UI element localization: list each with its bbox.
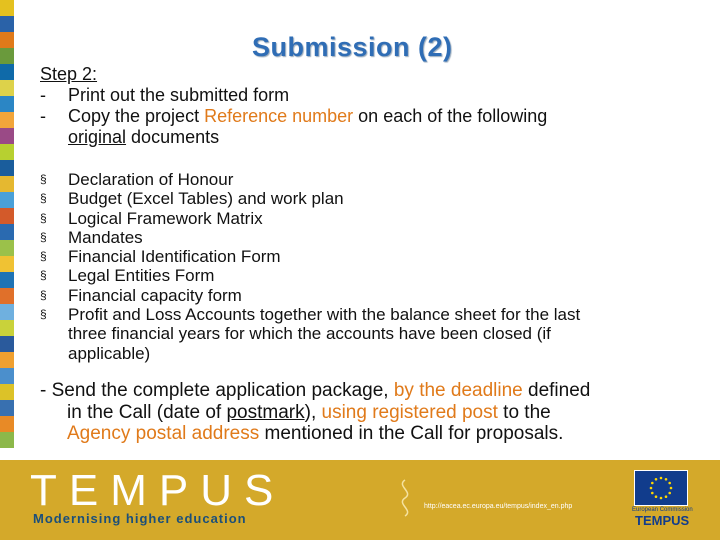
- strip-block: [0, 128, 14, 144]
- list-item-text: Profit and Loss Accounts together with the balance sheet for the last: [68, 305, 581, 325]
- strip-block: [0, 384, 14, 400]
- document-list: [40, 170, 690, 363]
- bullet-square-icon: §: [40, 268, 47, 283]
- list-item-text: Financial capacity form: [68, 285, 242, 305]
- bullet-square-icon: §: [40, 210, 47, 225]
- dash-marker: -: [40, 85, 46, 105]
- step-2-section: [40, 64, 547, 148]
- bullet-square-icon: §: [40, 249, 47, 264]
- postmark-underlined: postmark: [226, 401, 305, 423]
- dash-marker: -: [40, 106, 46, 126]
- strip-block: [0, 48, 14, 64]
- list-item: [40, 305, 690, 324]
- list-item-text: Logical Framework Matrix: [68, 208, 263, 228]
- list-item: [40, 170, 690, 189]
- tagline: Modernising higher education: [33, 511, 247, 526]
- list-item-text: three financial years for which the accounts have been closed (if: [68, 324, 551, 344]
- strip-block: [0, 352, 14, 368]
- bullet-square-icon: §: [40, 229, 47, 244]
- list-item-text: Declaration of Honour: [68, 170, 234, 189]
- strip-block: [0, 224, 14, 240]
- registered-post-highlight: using registered post: [321, 401, 498, 423]
- step-text-print: Print out the submitted form: [68, 85, 290, 105]
- deadline-highlight: by the deadline: [393, 380, 523, 401]
- bullet-square-icon: §: [40, 191, 47, 206]
- list-item: [40, 286, 690, 305]
- bullet-square-icon: §: [40, 307, 47, 322]
- swirl-decoration-icon: [394, 476, 416, 520]
- list-item-text: Financial Identification Form: [68, 247, 281, 267]
- bullet-square-icon: §: [40, 287, 47, 302]
- strip-block: [0, 320, 14, 336]
- list-item-text: Mandates: [68, 227, 143, 247]
- postal-address-highlight: Agency postal address: [67, 423, 260, 444]
- documents-text: documents: [126, 127, 220, 147]
- eu-tempus-label: TEMPUS: [635, 513, 690, 528]
- list-item-text: Legal Entities Form: [68, 266, 215, 286]
- strip-block: [0, 32, 14, 48]
- step-text-copy-post: on each of the following: [353, 106, 548, 126]
- send-line-1: - Send the complete application package, by the deadline defined: [40, 380, 591, 401]
- list-item: [40, 247, 690, 266]
- reference-number-highlight: Reference number: [204, 106, 354, 126]
- send-instructions: [40, 380, 700, 445]
- strip-block: [0, 336, 14, 352]
- list-item-continuation: [40, 344, 690, 363]
- step-text-copy-pre: Copy the project: [68, 106, 205, 126]
- eu-flag-icon: [634, 470, 688, 506]
- step-line-continuation: [40, 127, 547, 148]
- strip-block: [0, 80, 14, 96]
- list-item-text: applicable): [68, 343, 151, 363]
- strip-block: [0, 160, 14, 176]
- strip-block: [0, 416, 14, 432]
- strip-block: [0, 256, 14, 272]
- strip-block: [0, 240, 14, 256]
- strip-block: [0, 0, 14, 16]
- original-underlined: original: [68, 127, 127, 147]
- list-item-continuation: [40, 324, 690, 343]
- strip-block: [0, 272, 14, 288]
- step-line-print: [40, 85, 547, 106]
- tempus-logo: TEMPUS: [30, 466, 286, 515]
- page-title: Submission (2): [252, 32, 453, 62]
- strip-block: [0, 64, 14, 80]
- list-item: [40, 209, 690, 228]
- list-item: [40, 189, 690, 208]
- strip-block: [0, 16, 14, 32]
- send-line-2: in the Call (date of postmark), using registered post to the: [67, 401, 551, 423]
- strip-block: [0, 432, 14, 448]
- eu-stars-icon: [635, 471, 687, 505]
- strip-block: [0, 368, 14, 384]
- decorative-color-strip: [0, 0, 14, 460]
- list-item: [40, 266, 690, 285]
- send-line-3: Agency postal address mentioned in the Call for proposals.: [67, 423, 564, 444]
- strip-block: [0, 304, 14, 320]
- step-text-copy: [68, 106, 547, 127]
- list-item: [40, 228, 690, 247]
- step-label: Step 2:: [40, 64, 98, 84]
- strip-block: [0, 176, 14, 192]
- bullet-square-icon: §: [40, 172, 47, 186]
- strip-block: [0, 288, 14, 304]
- footer-banner: [0, 460, 720, 540]
- strip-block: [0, 400, 14, 416]
- strip-block: [0, 144, 14, 160]
- step-line-copy: [40, 106, 547, 127]
- strip-block: [0, 112, 14, 128]
- strip-block: [0, 96, 14, 112]
- footer-url[interactable]: http://eacea.ec.europa.eu/tempus/index_en.php: [424, 503, 573, 510]
- list-item-text: Budget (Excel Tables) and work plan: [68, 189, 344, 209]
- strip-block: [0, 208, 14, 224]
- strip-block: [0, 192, 14, 208]
- eu-label: European Commission: [632, 507, 693, 513]
